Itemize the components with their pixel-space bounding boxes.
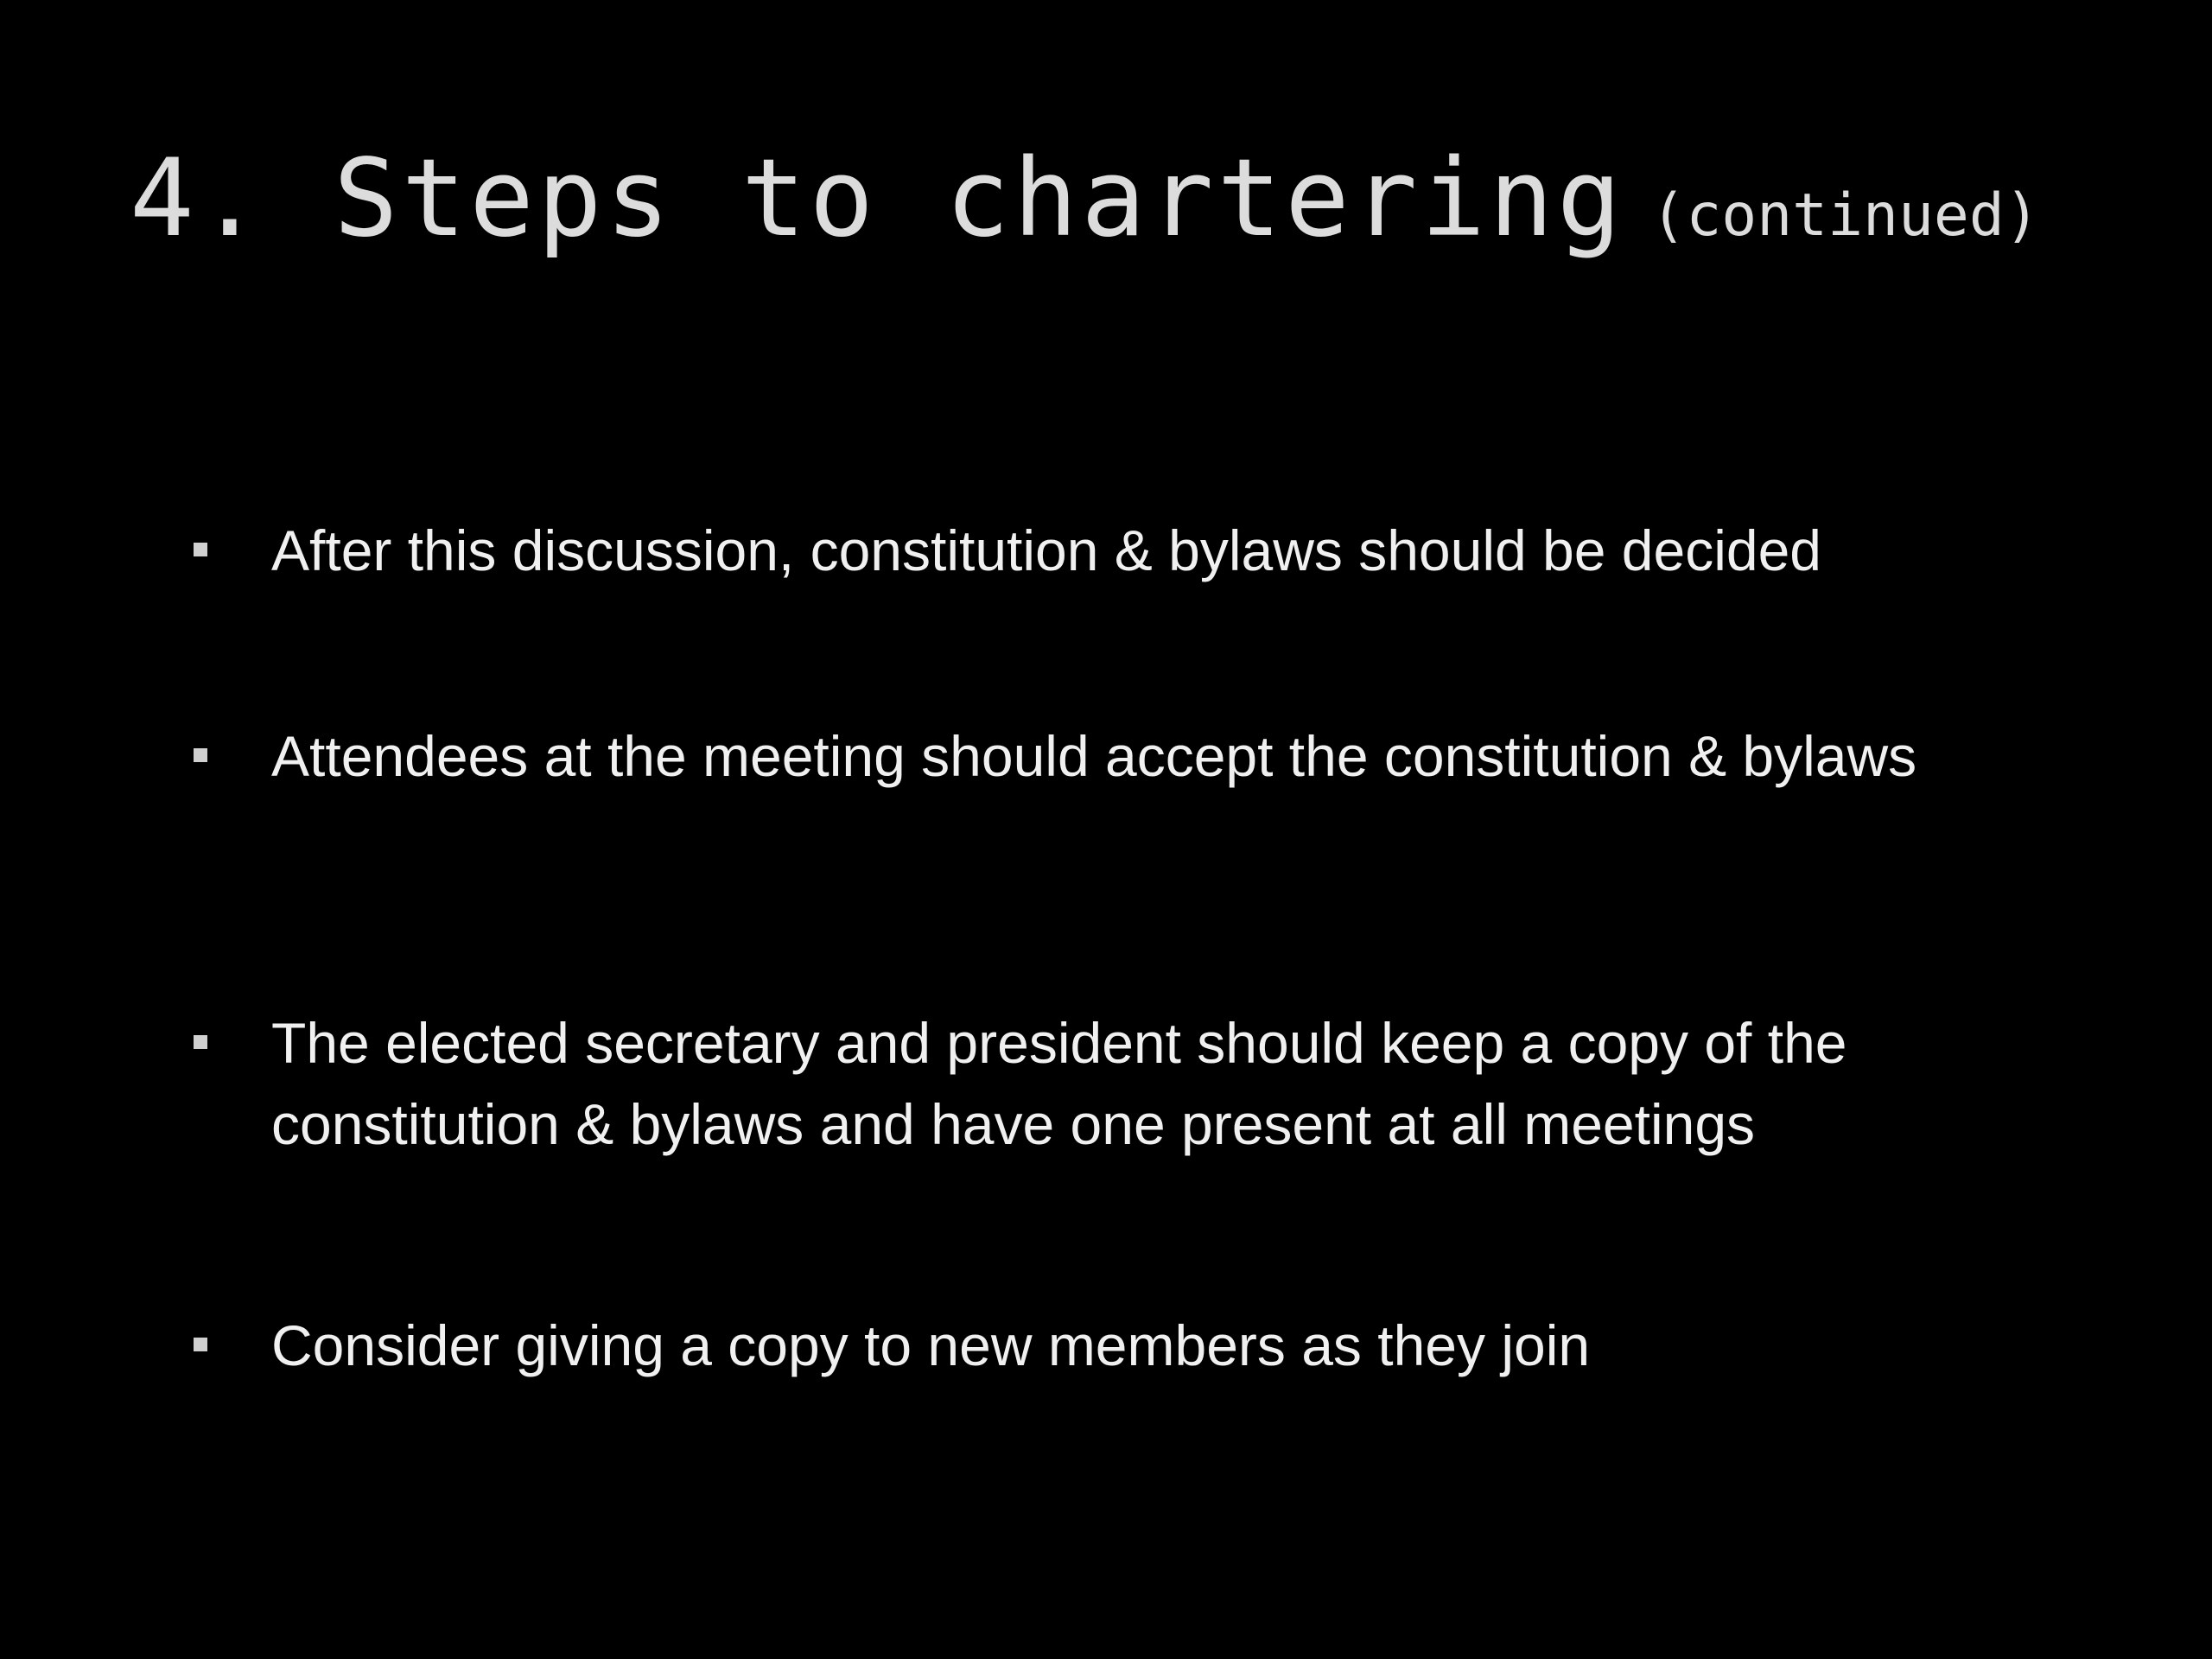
slide-title-suffix: (continued): [1650, 181, 2040, 250]
bullet-text: After this discussion, constitution & bylaws should be decided: [271, 518, 1821, 582]
slide-title-main: 4. Steps to chartering: [130, 137, 1625, 261]
square-bullet-icon: [194, 1035, 207, 1049]
bullet-text: The elected secretary and president should keep a copy of the constitution & bylaws and have one present at all meetings: [271, 1011, 1847, 1156]
bullet-text: Attendees at the meeting should accept the constitution & bylaws: [271, 724, 1917, 788]
bullet-item: [190, 1305, 2074, 1386]
bullet-item: [190, 510, 2074, 591]
bullet-item: [190, 1002, 2074, 1165]
slide-title: [130, 137, 2040, 261]
bullet-text: Consider giving a copy to new members as they join: [271, 1313, 1591, 1377]
square-bullet-icon: [194, 748, 207, 762]
bullet-item: [190, 715, 2074, 797]
square-bullet-icon: [194, 1338, 207, 1351]
square-bullet-icon: [194, 543, 207, 556]
